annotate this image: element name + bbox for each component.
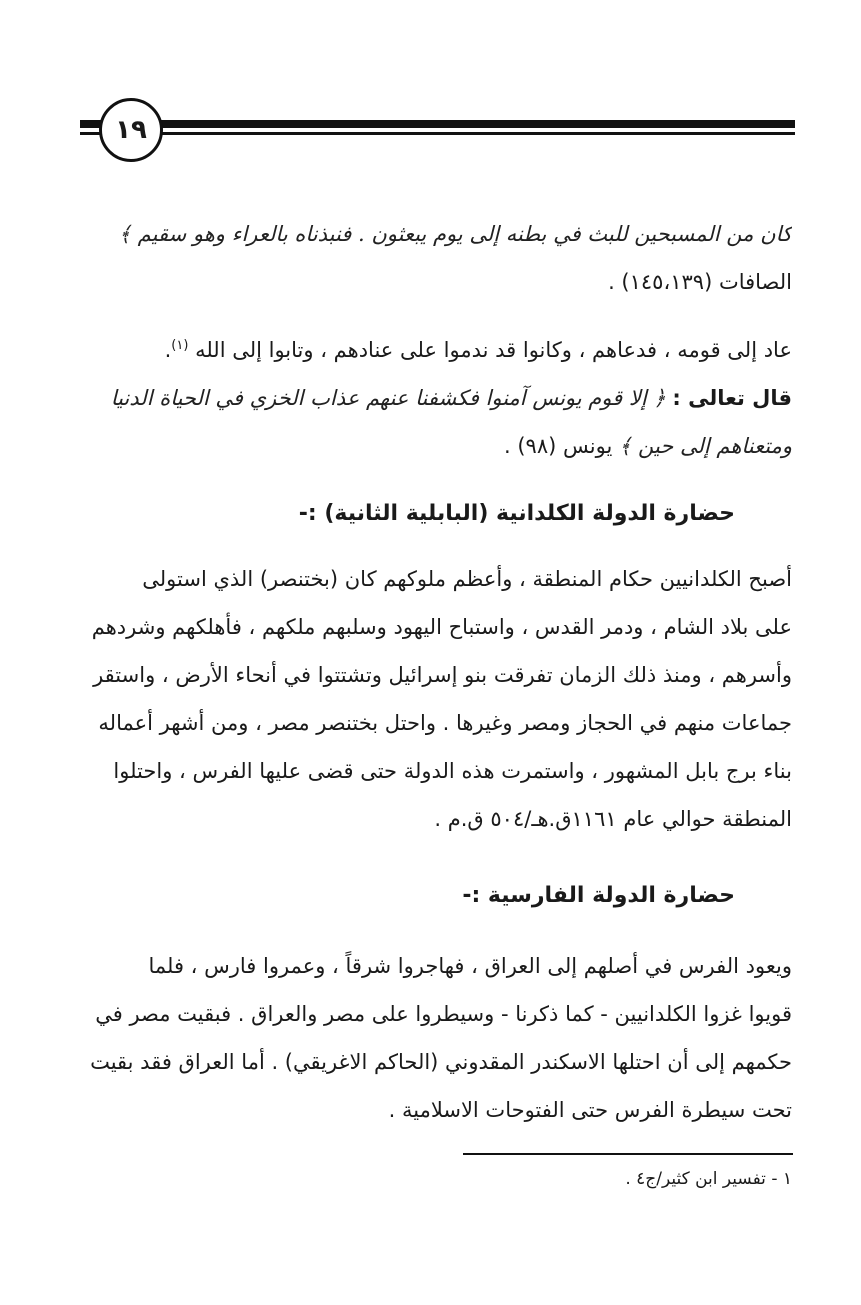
page-header (80, 98, 795, 168)
quran-intro-label: قال تعالى : (672, 386, 792, 410)
intro-quote-line: كان من المسبحين للبث في بطنه إلى يوم يبعثون . فنبذناه بالعراء وهو سقيم ﴾ (118, 222, 792, 246)
quran-quote-end: ومتعناهم إلى حين ﴾ (618, 434, 792, 458)
section-heading-persian: حضارة الدولة الفارسية :- (462, 883, 735, 908)
return-line-1-end: . (164, 338, 172, 362)
return-paragraph (80, 326, 792, 470)
footnote: ١ - تفسير ابن كثير/ج٤ . (625, 1169, 792, 1189)
intro-paragraph (80, 210, 792, 306)
return-line-2 (80, 374, 792, 422)
chaldean-line: وأسرهم ، ومنذ ذلك الزمان تفرقت بنو إسرائيل وتشتتوا في أنحاء الأرض ، واستقر (93, 663, 792, 687)
section-body-persian (80, 942, 792, 1134)
return-line-1-text: عاد إلى قومه ، فدعاهم ، وكانوا قد ندموا على عنادهم ، وتابوا إلى الله (195, 338, 792, 362)
section-body-chaldean (80, 555, 792, 843)
footnote-ref: (١) (171, 338, 189, 353)
chaldean-line: على بلاد الشام ، ودمر القدس ، واستباح اليهود وسلبهم ملكهم ، فأهلكهم وشردهم (91, 615, 792, 639)
persian-line: ويعود الفرس في أصلهم إلى العراق ، فهاجروا شرقاً ، وعمروا فارس ، فلما (148, 954, 792, 978)
section-heading-chaldean: حضارة الدولة الكلدانية (البابلية الثانية) :- (298, 501, 735, 526)
persian-line: تحت سيطرة الفرس حتى الفتوحات الاسلامية . (388, 1098, 792, 1122)
intro-citation-line: الصافات (١٤٥،١٣٩) . (608, 270, 792, 294)
persian-line: حكمهم إلى أن احتلها الاسكندر المقدوني (الحاكم الاغريقي) . أما العراق فقد بقيت (90, 1050, 792, 1074)
header-rule-thin (80, 132, 795, 135)
quran-citation: يونس (٩٨) . (504, 434, 613, 458)
persian-line: قويوا غزوا الكلدانيين - كما ذكرنا - وسيطروا على مصر والعراق . فبقيت مصر في (95, 1002, 792, 1026)
header-rule-thick (80, 120, 795, 128)
chaldean-line: بناء برج بابل المشهور ، واستمرت هذه الدولة حتى قضى عليها الفرس ، واحتلوا (113, 759, 792, 783)
return-line-1 (80, 326, 792, 374)
quran-quote-line: ﴿ إلا قوم يونس آمنوا فكشفنا عنهم عذاب الخزي في الحياة الدنيا (110, 386, 666, 410)
chaldean-line: المنطقة حوالي عام ١١٦١ق.هـ/٥٠٤ ق.م . (434, 807, 792, 831)
page-number: ١٩ (99, 98, 163, 162)
return-line-3 (80, 422, 792, 470)
footnote-divider (463, 1153, 793, 1155)
chaldean-line: أصبح الكلدانيين حكام المنطقة ، وأعظم ملوكهم كان (بختنصر) الذي استولى (142, 567, 792, 591)
chaldean-line: جماعات منهم في الحجاز ومصر وغيرها . واحتل بختنصر مصر ، ومن أشهر أعماله (98, 711, 792, 735)
